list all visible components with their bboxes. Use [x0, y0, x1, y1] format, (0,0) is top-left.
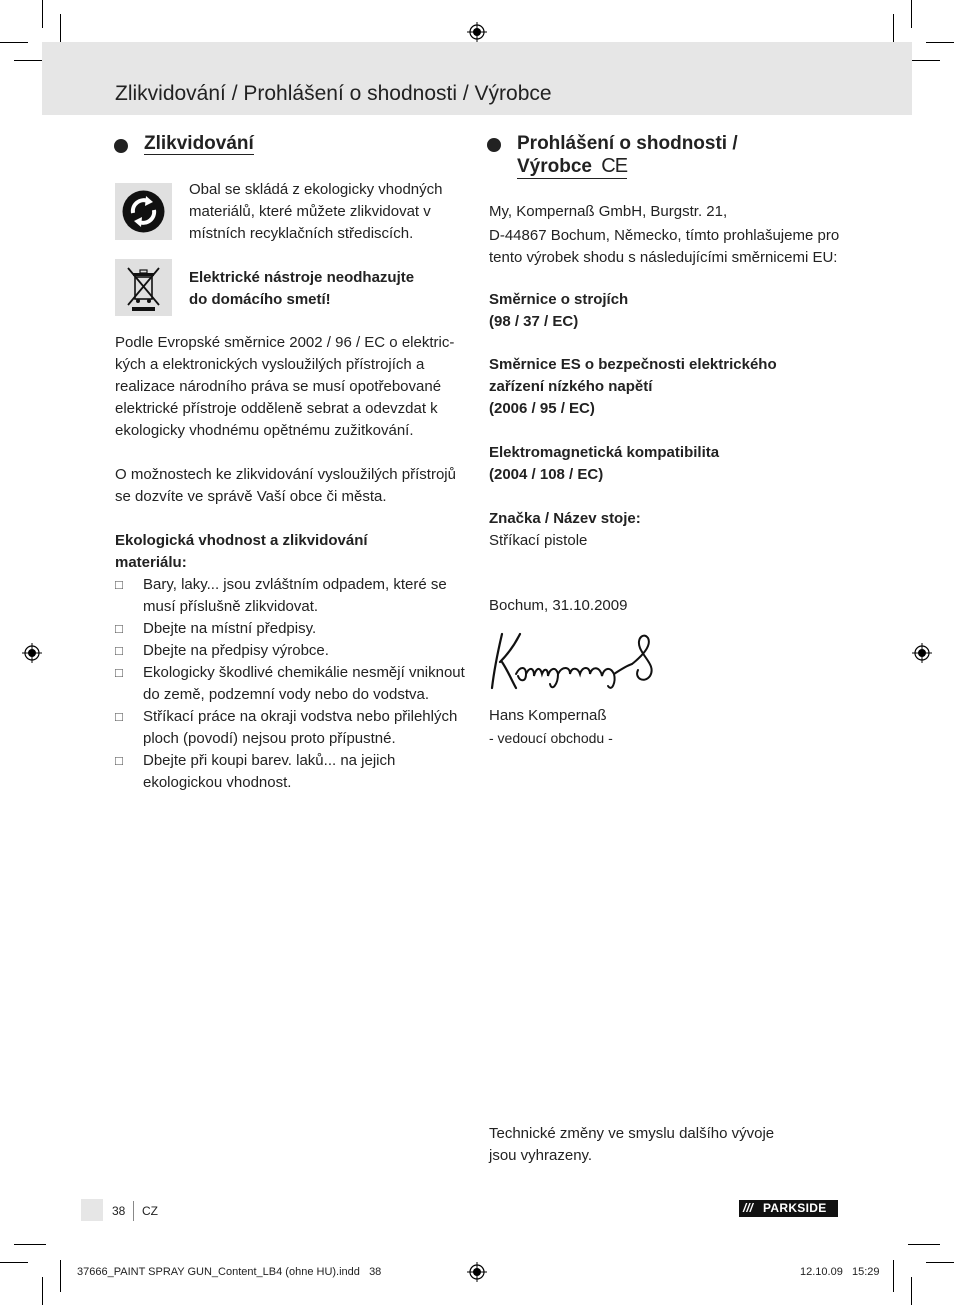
eco-heading: [115, 530, 368, 574]
text-line: Technické změny ve smyslu dalšího vývoje: [489, 1125, 775, 1142]
bullet-icon: [487, 138, 501, 152]
directive-emc: [489, 442, 719, 486]
page-number-box: [81, 1199, 103, 1221]
text-line: materiálu:: [115, 554, 187, 571]
crop-mark: [0, 1262, 28, 1263]
signer-name: Hans Kompernaß: [489, 707, 607, 724]
text-line: realizace národního práva se musí opotřebované: [115, 378, 442, 395]
text-line: □ Ekologicky škodlivé chemikálie nesmějí vniknout: [143, 664, 465, 681]
crop-mark: [42, 0, 43, 28]
registration-mark-icon: [467, 22, 487, 42]
page-header: [42, 42, 912, 115]
page-number: 38: [112, 1204, 126, 1218]
text-line: Elektromagnetická kompatibilita: [489, 444, 720, 461]
crop-mark: [926, 42, 954, 43]
text-line: □ Bary, laky... jsou zvláštním odpadem, které se: [143, 576, 447, 593]
crop-mark: [908, 60, 940, 61]
info-paragraph: [115, 464, 456, 508]
text-line: Směrnice o strojích: [489, 291, 629, 308]
crop-mark: [911, 0, 912, 28]
text-line: ekologickou vhodnost.: [143, 774, 292, 791]
text-line: kých a elektronických vysloužilých přístrojích a: [115, 356, 425, 373]
text-line: Ekologická vhodnost a zlikvidování: [115, 532, 368, 549]
crop-mark: [893, 1260, 894, 1292]
file-timestamp: 12.10.09 15:29: [800, 1266, 880, 1278]
product-type: [489, 508, 641, 552]
text-line: O možnostech ke zlikvidování vysloužilých přístrojů: [115, 466, 456, 483]
bullet-icon: [114, 139, 128, 153]
crop-mark: [42, 1277, 43, 1305]
registration-mark-icon: [912, 643, 932, 663]
text-line: (2006 / 95 / EC): [489, 400, 595, 417]
text-line: Elektrické nástroje neodhazujte: [189, 269, 415, 286]
section-heading-disposal: [144, 133, 254, 155]
text-line: Obal se skládá z ekologicky vhodných: [189, 181, 443, 198]
page-title: Zlikvidování / Prohlášení o shodnosti / Výrobce: [115, 82, 552, 105]
text-line: Směrnice ES o bezpečnosti elektrického: [489, 356, 777, 373]
section-heading-text: Zlikvidování: [144, 133, 254, 154]
text-line: do země, podzemní vody nebo do vodstva.: [143, 686, 430, 703]
signature: [486, 626, 661, 694]
text-line: □ Dbejte na místní předpisy.: [143, 620, 317, 637]
directive-paragraph: [115, 332, 454, 442]
text-line: do domácího smetí!: [189, 291, 331, 308]
text-line: se dozvíte ve správě Vaší obce či města.: [115, 488, 387, 505]
section-heading-declaration: [517, 133, 738, 179]
section-heading-text: Prohlášení o shodnosti /: [517, 133, 738, 154]
text-line: ekologicky vhodnému opětnému zužitkování.: [115, 422, 414, 439]
directive-machines: [489, 289, 628, 333]
type-value: Stříkací pistole: [489, 532, 588, 549]
text-line: tento výrobek shodu s následujícími směrnicemi EU:: [489, 249, 838, 266]
text-line: □ Dbejte na předpisy výrobce.: [143, 642, 329, 659]
file-info: 37666_PAINT SPRAY GUN_Content_LB4 (ohne HU).indd 38: [77, 1266, 382, 1278]
type-label: Značka / Název stoje:: [489, 510, 641, 527]
ce-mark-icon: CE: [601, 155, 628, 177]
logo-text: PARKSIDE: [763, 1201, 827, 1215]
crop-mark: [14, 1244, 46, 1245]
logo-slashes: ///: [743, 1201, 754, 1215]
text-line: □ Stříkací práce na okraji vodstva nebo přilehlých: [143, 708, 458, 725]
weee-bin-icon: [115, 259, 172, 316]
section-heading-line2: [517, 155, 627, 179]
crop-mark: [911, 1277, 912, 1305]
text-line: jsou vyhrazeny.: [489, 1147, 593, 1164]
recycling-icon: [115, 183, 172, 240]
text-line: materiálů, které můžete zlikvidovat v: [189, 203, 431, 220]
text-line: □ Dbejte při koupi barev. laků... na jejich: [143, 752, 396, 769]
text-line: My, Kompernaß GmbH, Burgstr. 21,: [489, 203, 728, 220]
technical-note: [489, 1123, 774, 1167]
list-item: [115, 640, 475, 662]
text-line: Podle Evropské směrnice 2002 / 96 / EC o elektric-: [115, 334, 455, 351]
list-item: [115, 574, 475, 618]
signer-role: - vedoucí obchodu -: [489, 730, 613, 746]
parkside-logo: [739, 1200, 838, 1217]
list-item: [115, 750, 475, 794]
crop-mark: [908, 1244, 940, 1245]
language-code: CZ: [142, 1204, 158, 1218]
crop-mark: [0, 42, 28, 43]
crop-mark: [926, 1262, 954, 1263]
registration-mark-icon: [22, 643, 42, 663]
declaration-intro: [489, 201, 839, 269]
footer-divider: [133, 1201, 134, 1221]
text-line: ploch (povodí) nejsou proto přípustné.: [143, 730, 396, 747]
text-line: místních recyklačních střediscích.: [189, 225, 414, 242]
crop-mark: [60, 1260, 61, 1292]
eco-checklist: [115, 574, 475, 794]
weee-warning: [189, 267, 414, 311]
text-line: elektrické přístroje odděleně sebrat a odevzdat k: [115, 400, 438, 417]
section-heading-text: Výrobce: [517, 156, 592, 177]
directive-low-voltage: [489, 354, 777, 420]
registration-mark-icon: [467, 1262, 487, 1282]
text-line: D-44867 Bochum, Německo, tímto prohlašujeme pro: [489, 227, 840, 244]
text-line: (98 / 37 / EC): [489, 313, 579, 330]
signer: [489, 705, 613, 749]
text-line: zařízení nízkého napětí: [489, 378, 653, 395]
text-line: musí příslušně zlikvidovat.: [143, 598, 319, 615]
list-item: [115, 618, 475, 640]
list-item: [115, 662, 475, 706]
packaging-text: [189, 179, 442, 245]
text-line: (2004 / 108 / EC): [489, 466, 604, 483]
place-date: Bochum, 31.10.2009: [489, 597, 628, 614]
list-item: [115, 706, 475, 750]
